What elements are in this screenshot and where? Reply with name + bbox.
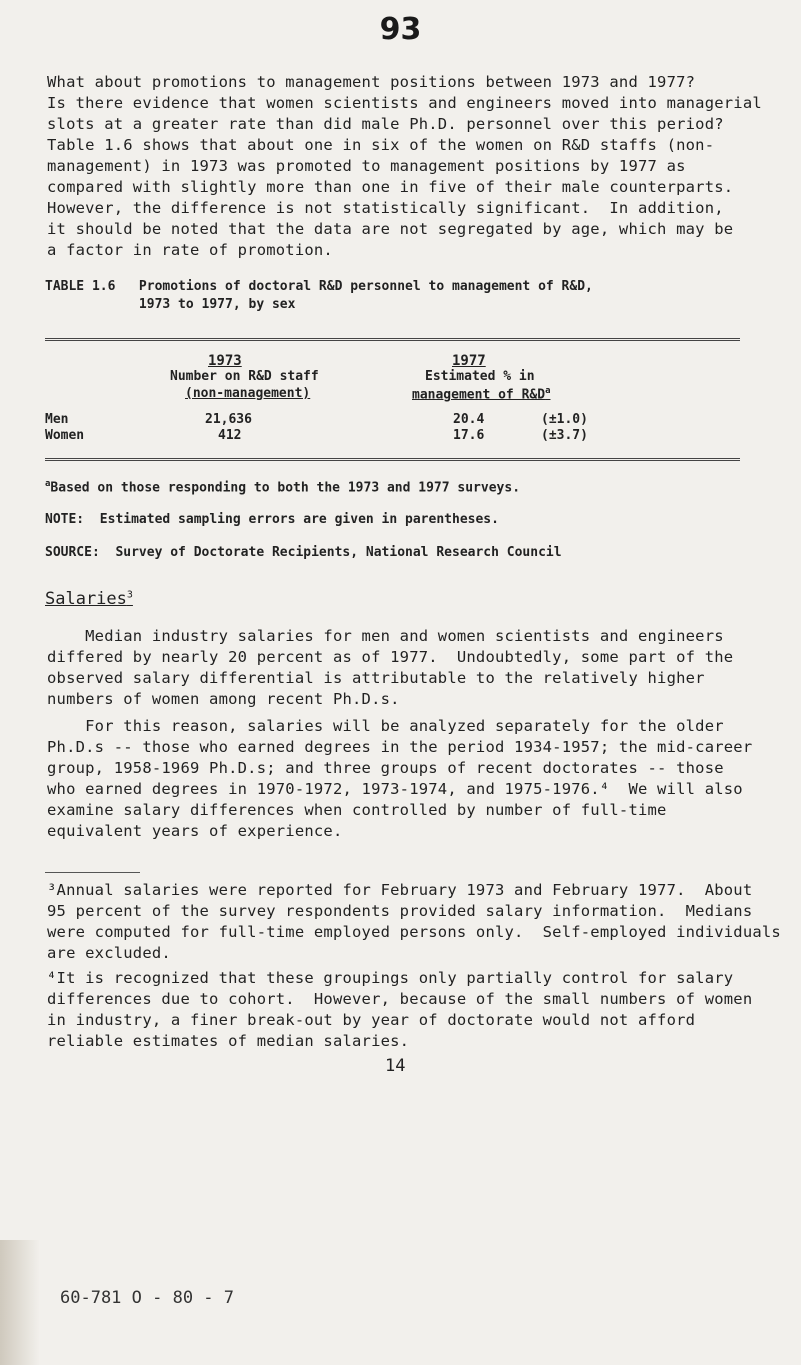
row-women-err: (±3.7) bbox=[541, 428, 588, 443]
footnote-3-line: were computed for full-time employed persons only. Self-employed individuals bbox=[47, 923, 781, 941]
salaries-footnote-mark: 3 bbox=[126, 589, 133, 601]
salaries-p2-line: examine salary differences when controlled by number of full-time bbox=[47, 801, 667, 819]
footnote-a-text: Based on those responding to both the 1973 and 1977 surveys. bbox=[50, 480, 521, 496]
table-top-rule bbox=[45, 338, 740, 341]
table-source: SOURCE: Survey of Doctorate Recipients, National Research Council bbox=[45, 545, 562, 560]
table-note: NOTE: Estimated sampling errors are given in parentheses. bbox=[45, 512, 499, 527]
intro-line: What about promotions to management positions between 1973 and 1977? bbox=[47, 73, 696, 91]
footnote-4-line: differences due to cohort. However, because of the small numbers of women bbox=[47, 990, 753, 1008]
col-1977-sublabel-text: management of R&D bbox=[412, 387, 546, 403]
footnote-4-line: reliable estimates of median salaries. bbox=[47, 1032, 410, 1050]
salaries-paragraph-1 bbox=[47, 626, 733, 710]
row-men-err: (±1.0) bbox=[541, 412, 588, 427]
salaries-p1-line: Median industry salaries for men and women scientists and engineers bbox=[47, 627, 724, 645]
salaries-p2-line: For this reason, salaries will be analyzed separately for the older bbox=[47, 717, 724, 735]
row-men-pct: 20.4 bbox=[453, 412, 485, 427]
table-footnote-a bbox=[45, 479, 520, 495]
salaries-p1-line: numbers of women among recent Ph.D.s. bbox=[47, 690, 400, 708]
intro-line: management) in 1973 was promoted to management positions by 1977 as bbox=[47, 157, 686, 175]
page-number: 93 bbox=[379, 12, 422, 47]
document-code: 60-781 O - 80 - 7 bbox=[60, 1288, 234, 1308]
table-caption bbox=[45, 278, 593, 314]
salaries-heading bbox=[45, 589, 133, 609]
col-1977-year: 1977 bbox=[452, 353, 486, 369]
row-women-label: Women bbox=[45, 428, 85, 443]
table-bottom-rule bbox=[45, 458, 740, 461]
footnote-rule bbox=[45, 872, 140, 873]
row-men-label: Men bbox=[45, 412, 69, 427]
footnote-4-line: in industry, a finer break-out by year of doctorate would not afford bbox=[47, 1011, 696, 1029]
footnote-3-line: 95 percent of the survey respondents provided salary information. Medians bbox=[47, 902, 753, 920]
footnote-a-mark: a bbox=[45, 479, 51, 489]
salaries-p2-line: equivalent years of experience. bbox=[47, 822, 343, 840]
salaries-p2-line: Ph.D.s -- those who earned degrees in the period 1934-1957; the mid-career bbox=[47, 738, 753, 756]
salaries-p1-line: observed salary differential is attributable to the relatively higher bbox=[47, 669, 705, 687]
col-1977-sublabel bbox=[412, 386, 550, 402]
salaries-paragraph-2 bbox=[47, 716, 752, 842]
bottom-page-number: 14 bbox=[385, 1056, 406, 1076]
intro-paragraph bbox=[47, 72, 762, 261]
col-1977-footnote-mark: a bbox=[545, 386, 551, 396]
footnote-3-line: are excluded. bbox=[47, 944, 171, 962]
intro-line: Is there evidence that women scientists and engineers moved into managerial bbox=[47, 94, 762, 112]
col-1973-label: Number on R&D staff bbox=[170, 369, 319, 384]
salaries-heading-text: Salaries bbox=[45, 589, 127, 609]
intro-line: Table 1.6 shows that about one in six of the women on R&D staffs (non- bbox=[47, 136, 715, 154]
salaries-p2-line: who earned degrees in 1970-1972, 1973-1974, and 1975-1976.⁴ We will also bbox=[47, 780, 743, 798]
intro-line: slots at a greater rate than did male Ph.D. personnel over this period? bbox=[47, 115, 724, 133]
intro-line: compared with slightly more than one in five of their male counterparts. bbox=[47, 178, 734, 196]
col-1973-sublabel: (non-management) bbox=[185, 386, 311, 401]
footnote-4-line: ⁴It is recognized that these groupings only partially control for salary bbox=[47, 969, 734, 987]
row-men-number: 21,636 bbox=[205, 412, 252, 427]
table-caption-line-1: TABLE 1.6 Promotions of doctoral R&D personnel to management of R&D, bbox=[45, 279, 593, 294]
col-1973-year: 1973 bbox=[208, 353, 242, 369]
salaries-p2-line: group, 1958-1969 Ph.D.s; and three groups of recent doctorates -- those bbox=[47, 759, 724, 777]
row-women-number: 412 bbox=[218, 428, 242, 443]
table-caption-line-2: 1973 to 1977, by sex bbox=[45, 297, 296, 312]
footnote-4 bbox=[47, 968, 752, 1052]
col-1977-label: Estimated % in bbox=[425, 369, 535, 384]
footnote-3 bbox=[47, 880, 781, 964]
page-edge-shadow bbox=[0, 1240, 40, 1365]
intro-line: a factor in rate of promotion. bbox=[47, 241, 333, 259]
salaries-p1-line: differed by nearly 20 percent as of 1977. Undoubtedly, some part of the bbox=[47, 648, 734, 666]
footnote-3-line: ³Annual salaries were reported for February 1973 and February 1977. About bbox=[47, 881, 753, 899]
intro-line: However, the difference is not statistically significant. In addition, bbox=[47, 199, 724, 217]
row-women-pct: 17.6 bbox=[453, 428, 485, 443]
intro-line: it should be noted that the data are not segregated by age, which may be bbox=[47, 220, 734, 238]
